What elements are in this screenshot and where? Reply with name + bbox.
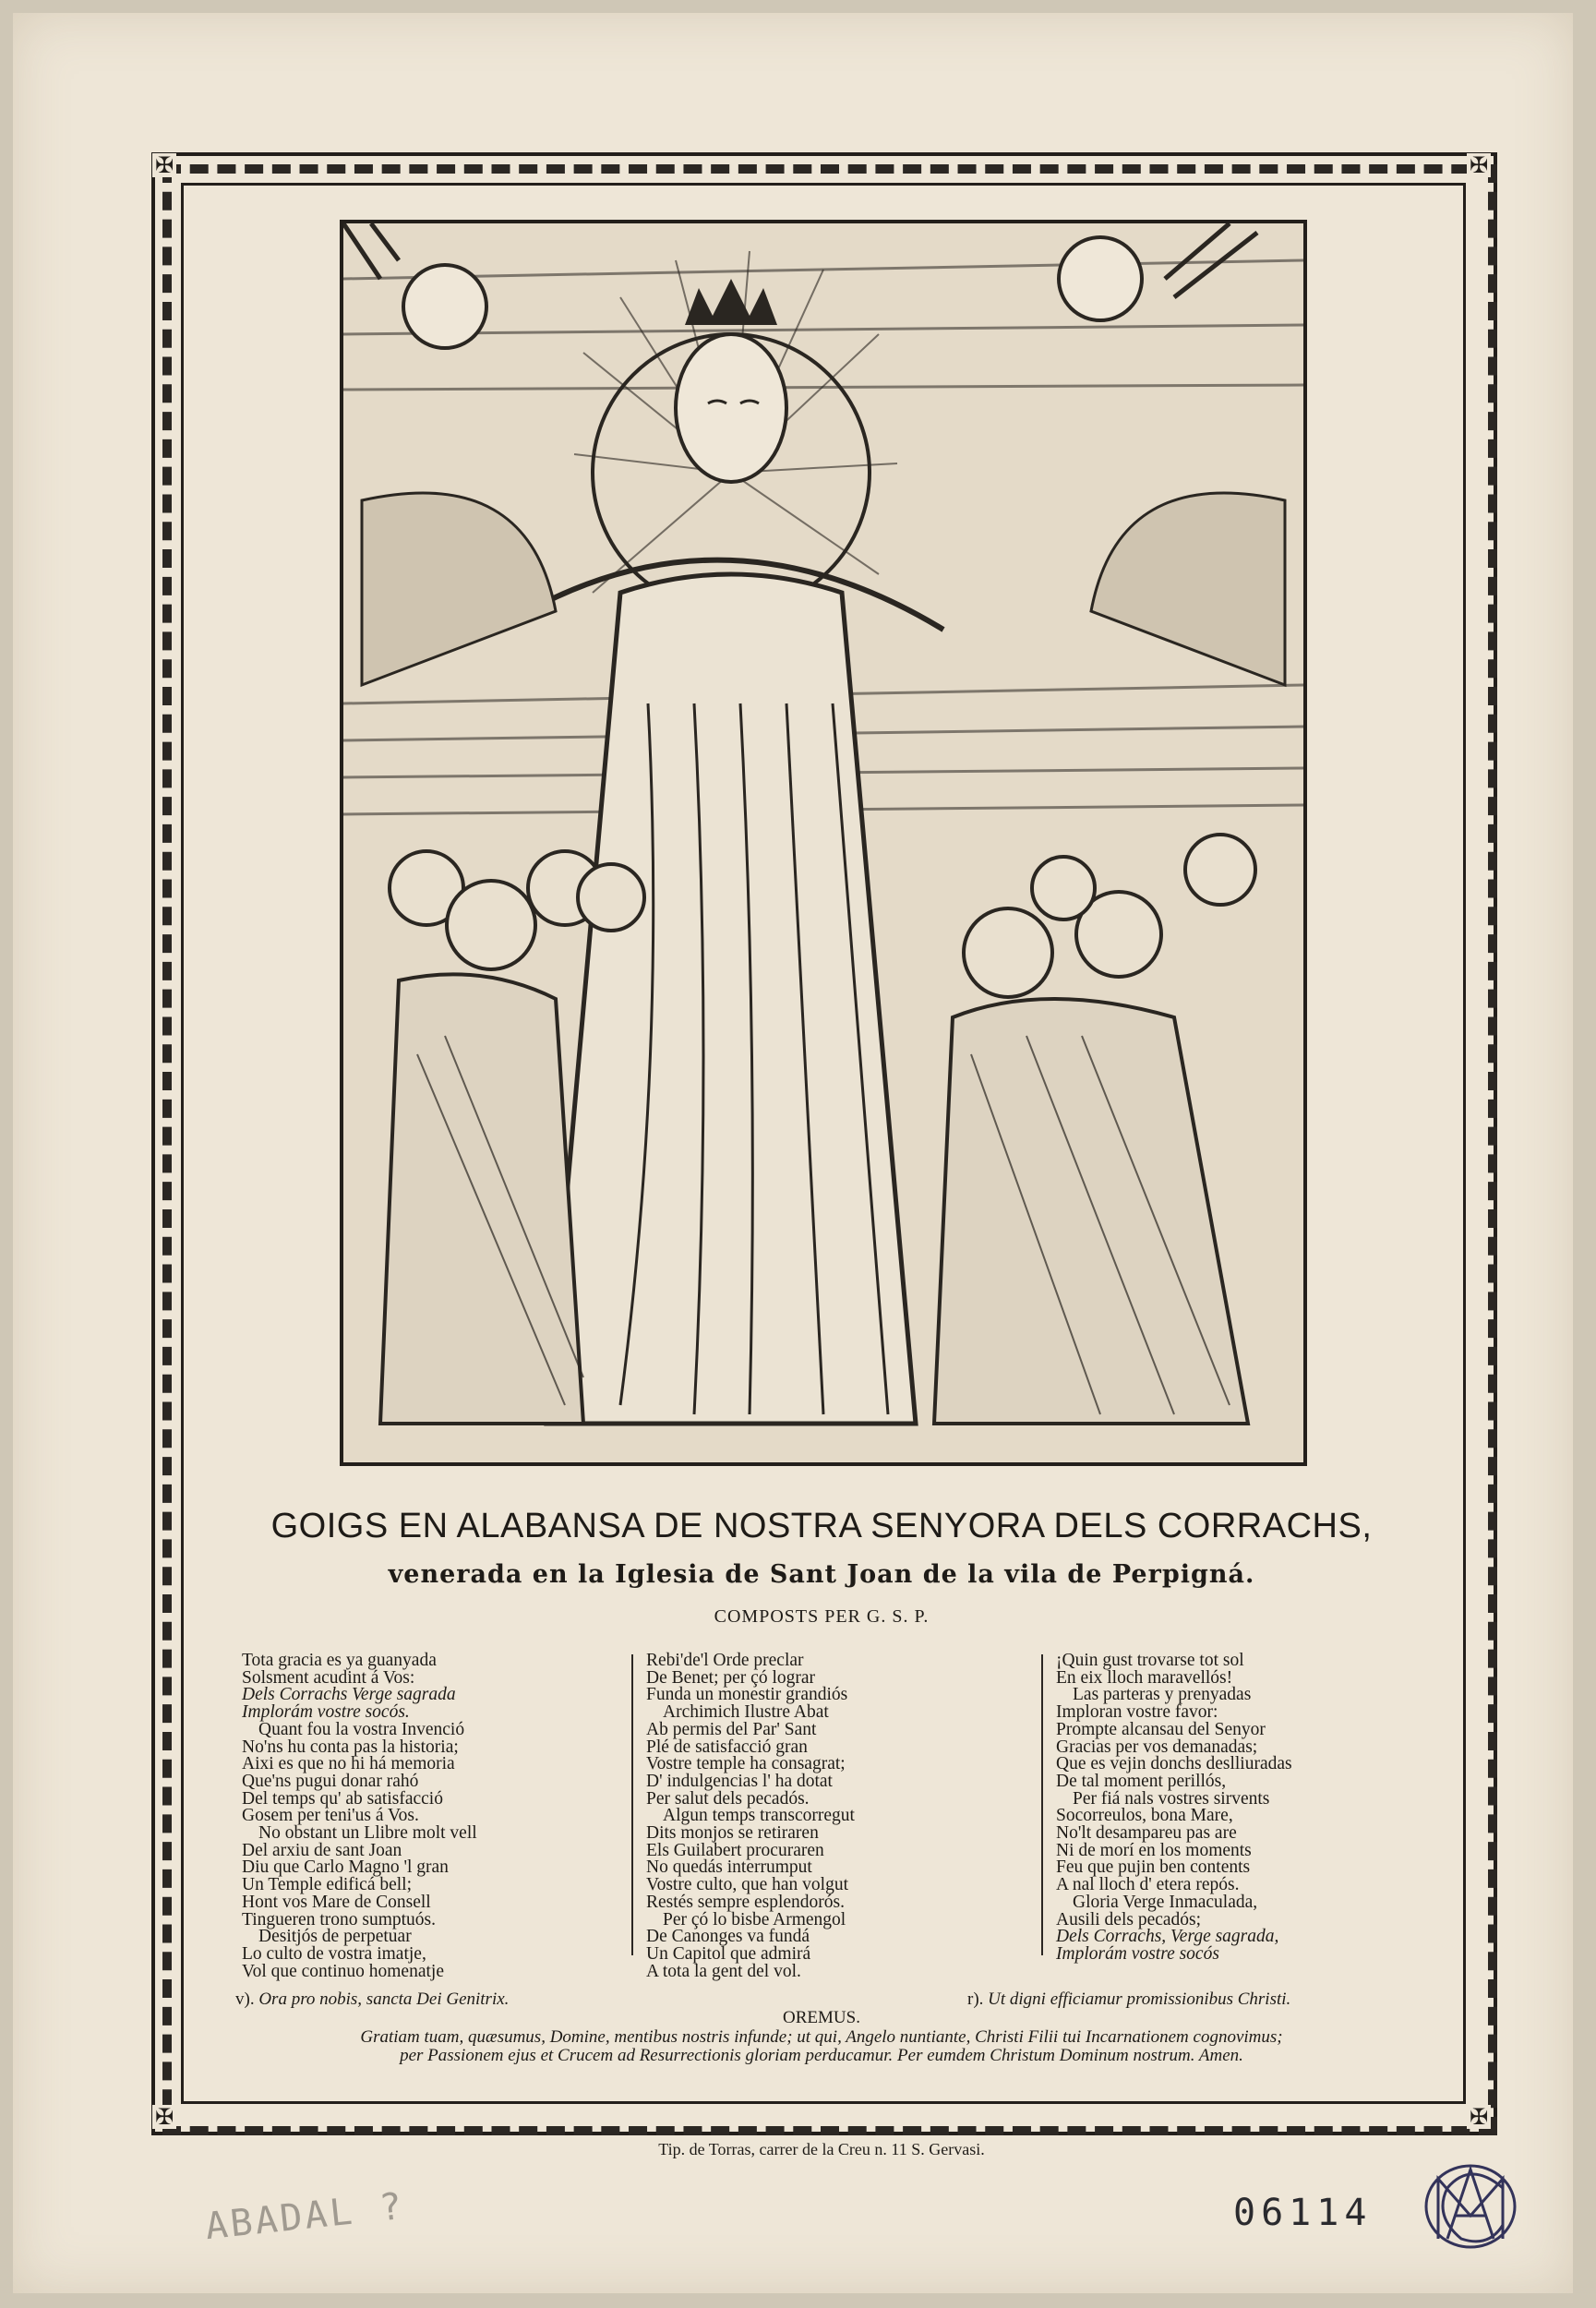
verse-line: Implorám vostre socós. (242, 1702, 410, 1723)
verse-line: Gracias per vos demanadas; (1056, 1737, 1258, 1757)
versicle-text: Ora pro nobis, sancta Dei Genitrix. (258, 1989, 510, 2009)
column-divider (1041, 1654, 1043, 1955)
verse-line: A nal lloch d' etera repós. (1056, 1875, 1240, 1895)
verse-line: Las parteras y prenyadas (1073, 1685, 1252, 1705)
cross-corner-ornament-icon: ✠ (1467, 2105, 1491, 2129)
prayer-text (185, 2028, 1458, 2065)
printer-imprint: Tip. de Torras, carrer de la Creu n. 11 S. Gervasi. (658, 2140, 985, 2158)
oremus-heading: OREMUS. (783, 2008, 860, 2027)
verse-line: En eix lloch maravellós! (1056, 1667, 1233, 1688)
verse-line: Solsment acudint á Vos: (242, 1667, 415, 1688)
verse-column-1 (242, 1653, 477, 1980)
verse-line: Vostre culto, que han volgut (646, 1875, 848, 1895)
verse-line: De Benet; per çó lograr (646, 1667, 816, 1688)
verse-column-2 (646, 1653, 855, 1980)
verse-line: Imploran vostre favor: (1056, 1702, 1218, 1723)
verse-line: Del temps qu' ab satisfacció (242, 1788, 443, 1809)
verse-line: Del arxiu de sant Joan (242, 1840, 402, 1860)
verse-line: Dels Corrachs, Verge sagrada, (1056, 1927, 1279, 1947)
page-title: GOIGS EN ALABANSA DE NOSTRA SENYORA DELS CORRACHS, (270, 1507, 1373, 1545)
page-subtitle: venerada en la Iglesia de Sant Joan de la vila de Perpigná. (388, 1560, 1255, 1589)
woodcut-virgin-illustration (340, 220, 1307, 1466)
verse-line: Implorám vostre socós (1056, 1943, 1219, 1964)
verse-line: Vol que continuo homenatje (242, 1961, 444, 1981)
response (967, 1989, 1290, 2010)
verse-line: Ni de morí en los moments (1056, 1840, 1252, 1860)
response-mark: r). (967, 1989, 984, 2009)
verse-line: Archimich Ilustre Abat (663, 1702, 829, 1723)
verse-line: Diu que Carlo Magno 'l gran (242, 1857, 449, 1878)
column-divider (631, 1654, 633, 1955)
verse-line: Un Temple edificá bell; (242, 1875, 413, 1895)
verse-line: Que es vejin donchs deslliuradas (1056, 1754, 1292, 1774)
verse-line: Restés sempre esplendorós. (646, 1892, 845, 1912)
verse-line: Funda un monestir grandiós (646, 1685, 848, 1705)
response-text: Ut digni efficiamur promissionibus Christi. (988, 1989, 1291, 2009)
byline: COMPOSTS PER G. S. P. (714, 1606, 930, 1627)
verse-line: Que'ns pugui donar rahó (242, 1771, 419, 1791)
verse-line: Dits monjos se retiraren (646, 1823, 819, 1844)
verse-line: D' indulgencias l' ha dotat (646, 1771, 833, 1791)
cross-corner-ornament-icon: ✠ (1467, 153, 1491, 177)
verse-line: Dels Corrachs Verge sagrada (242, 1685, 456, 1705)
verse-line: Gloria Verge Inmaculada, (1073, 1892, 1258, 1912)
verse-line: No'lt desampareu pas are (1056, 1823, 1237, 1844)
verse-line: Per fiá nals vostres sirvents (1073, 1788, 1270, 1809)
verse-line: Per salut dels pecadós. (646, 1788, 810, 1809)
verse-line: Tingueren trono sumptuós. (242, 1909, 436, 1929)
verse-line: Rebi'de'l Orde preclar (646, 1651, 804, 1670)
verse-line: De Canonges va fundá (646, 1927, 810, 1947)
verse-line: Aixi es que no hi há memoria (242, 1754, 455, 1774)
verse-column-3 (1056, 1653, 1292, 1964)
verse-line: Quant fou la vostra Invenció (258, 1719, 465, 1739)
verse-line: De tal moment perillós, (1056, 1771, 1227, 1791)
handwritten-pencil-note: ABADAL ? (203, 2184, 407, 2249)
verse-line: Tota gracia es ya guanyada (242, 1651, 437, 1670)
versicle (235, 1989, 509, 2010)
verse-line: ¡Quin gust trovarse tot sol (1056, 1651, 1244, 1670)
versicle-mark: v). (235, 1989, 255, 2009)
verse-line: Els Guilabert procuraren (646, 1840, 824, 1860)
verse-line: Per çó lo bisbe Armengol (663, 1909, 846, 1929)
verse-line: No obstant un Llibre molt vell (258, 1823, 477, 1844)
verse-line: Algun temps transcorregut (663, 1806, 855, 1826)
verse-line: Plé de satisfacció gran (646, 1737, 808, 1757)
cross-corner-ornament-icon: ✠ (152, 2105, 176, 2129)
prayer-line: per Passionem ejus et Crucem ad Resurrectionis gloriam perducamur. Per eumdem Christum Dominum nostrum. Amen. (400, 2046, 1243, 2065)
verse-line: Socorreulos, bona Mare, (1056, 1806, 1233, 1826)
verse-line: Prompte alcansau del Senyor (1056, 1719, 1266, 1739)
verse-line: Ausili dels pecadós; (1056, 1909, 1202, 1929)
verse-line: A tota la gent del vol. (646, 1961, 801, 1981)
cross-corner-ornament-icon: ✠ (152, 153, 176, 177)
verse-line: Un Capitol que admirá (646, 1943, 811, 1964)
verse-line: Desitjós de perpetuar (258, 1927, 412, 1947)
verse-line: No quedás interrumput (646, 1857, 812, 1878)
verse-line: Lo culto de vostra imatje, (242, 1943, 426, 1964)
verse-line: Vostre temple ha consagrat; (646, 1754, 846, 1774)
library-monogram-stamp-icon (1410, 2151, 1530, 2262)
prayer-line: Gratiam tuam, quæsumus, Domine, mentibus nostris infunde; ut qui, Angelo nuntiante, Christi Filii tui Incarnationem cognovimus; (360, 2027, 1283, 2047)
verse-line: Hont vos Mare de Consell (242, 1892, 431, 1912)
verse-line: Feu que pujin ben contents (1056, 1857, 1251, 1878)
accession-number: 06114 (1233, 2192, 1373, 2234)
verse-line: No'ns hu conta pas la historia; (242, 1737, 459, 1757)
verse-line: Ab permis del Par' Sant (646, 1719, 817, 1739)
verse-line: Gosem per teni'us á Vos. (242, 1806, 419, 1826)
